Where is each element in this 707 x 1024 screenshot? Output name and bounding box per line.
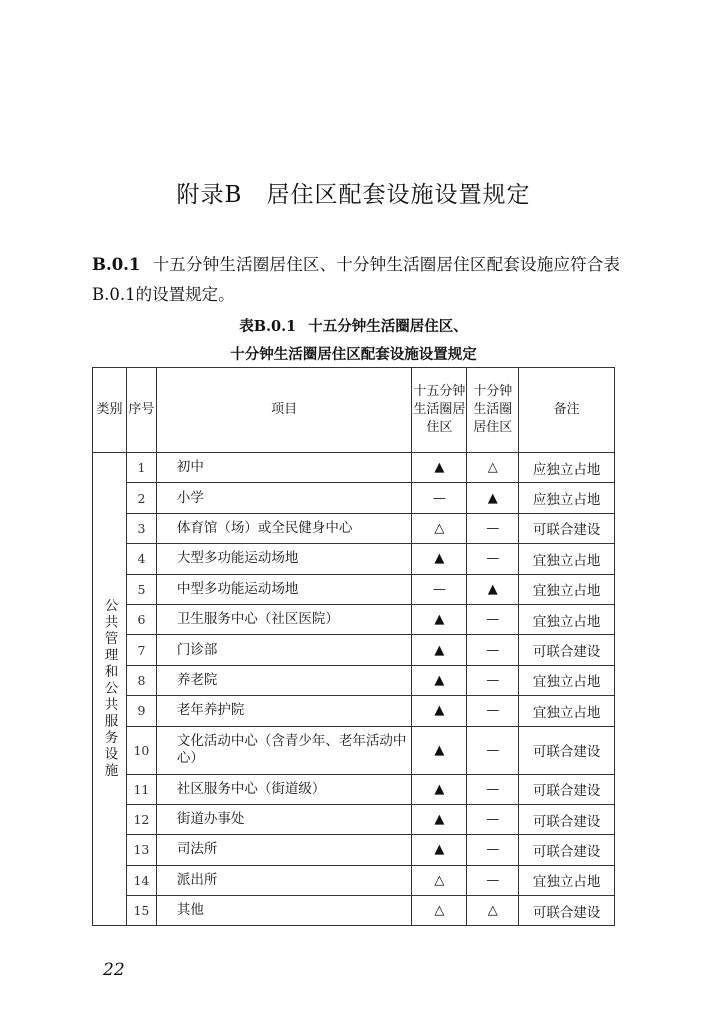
row-remark: 应独立占地 [519, 453, 615, 483]
row-remark: 可联合建设 [519, 513, 615, 543]
row-item: 小学 [156, 483, 411, 513]
clause-paragraph [92, 250, 620, 310]
row-item: 社区服务中心（街道级） [156, 774, 411, 804]
row-remark: 宜独立占地 [519, 665, 615, 695]
header-ten-min: 十分钟生活圈居住区 [467, 368, 519, 453]
header-fifteen-min: 十五分钟生活圈居住区 [412, 368, 467, 453]
table-row [93, 604, 615, 634]
row-mark-10min: — [467, 544, 519, 574]
table-row [93, 544, 615, 574]
row-mark-10min: △ [467, 896, 519, 926]
row-item: 门诊部 [156, 635, 411, 665]
row-remark: 可联合建设 [519, 804, 615, 834]
row-remark: 可联合建设 [519, 635, 615, 665]
row-item: 中型多功能运动场地 [156, 574, 411, 604]
row-remark: 应独立占地 [519, 483, 615, 513]
table-caption-line1 [0, 313, 707, 341]
row-item: 街道办事处 [156, 804, 411, 834]
row-mark-10min: — [467, 835, 519, 865]
row-index: 7 [126, 635, 156, 665]
table-caption-line2: 十分钟生活圈居住区配套设施设置规定 [230, 347, 477, 363]
header-item: 项目 [156, 368, 411, 453]
table-row [93, 774, 615, 804]
row-mark-15min: — [412, 483, 467, 513]
category-cell: 公共管理和公共服务设施 [93, 453, 127, 926]
row-index: 11 [126, 774, 156, 804]
row-index: 6 [126, 604, 156, 634]
row-remark: 可联合建设 [519, 774, 615, 804]
row-mark-15min: ▲ [412, 453, 467, 483]
page-number: 22 [103, 960, 125, 980]
table-caption [0, 313, 707, 369]
table-row [93, 453, 615, 483]
table-row [93, 513, 615, 543]
table-caption-number: 表B.0.1 [239, 318, 297, 335]
row-item: 体育馆（场）或全民健身中心 [156, 513, 411, 543]
row-index: 8 [126, 665, 156, 695]
row-mark-15min: ▲ [412, 635, 467, 665]
row-mark-10min: — [467, 604, 519, 634]
table-header-row [93, 368, 615, 453]
row-mark-15min: ▲ [412, 804, 467, 834]
row-remark: 可联合建设 [519, 726, 615, 774]
row-item: 文化活动中心（含青少年、老年活动中心） [156, 726, 411, 774]
row-mark-10min: — [467, 774, 519, 804]
row-mark-15min: △ [412, 865, 467, 895]
row-mark-10min: — [467, 513, 519, 543]
row-mark-10min: — [467, 635, 519, 665]
row-item: 老年养护院 [156, 696, 411, 726]
table-row [93, 726, 615, 774]
row-index: 4 [126, 544, 156, 574]
table-row [93, 665, 615, 695]
row-mark-10min: — [467, 726, 519, 774]
row-mark-15min: △ [412, 513, 467, 543]
row-remark: 可联合建设 [519, 896, 615, 926]
row-index: 14 [126, 865, 156, 895]
row-index: 2 [126, 483, 156, 513]
row-item: 卫生服务中心（社区医院） [156, 604, 411, 634]
row-mark-15min: ▲ [412, 544, 467, 574]
header-category: 类别 [93, 368, 127, 453]
row-mark-15min: △ [412, 896, 467, 926]
row-item: 初中 [156, 453, 411, 483]
row-remark: 宜独立占地 [519, 544, 615, 574]
table-row [93, 896, 615, 926]
table-row [93, 574, 615, 604]
row-index: 15 [126, 896, 156, 926]
row-item: 司法所 [156, 835, 411, 865]
table-row [93, 865, 615, 895]
row-item: 大型多功能运动场地 [156, 544, 411, 574]
row-mark-15min: ▲ [412, 835, 467, 865]
row-index: 3 [126, 513, 156, 543]
row-mark-15min: ▲ [412, 696, 467, 726]
clause-text: 十五分钟生活圈居住区、十分钟生活圈居住区配套设施应符合表B.0.1的设置规定。 [92, 255, 620, 304]
table-caption-text1: 十五分钟生活圈居住区、 [308, 319, 468, 335]
row-index: 9 [126, 696, 156, 726]
facilities-table [92, 367, 615, 926]
row-item: 其他 [156, 896, 411, 926]
row-mark-10min: — [467, 696, 519, 726]
row-mark-15min: ▲ [412, 726, 467, 774]
row-index: 12 [126, 804, 156, 834]
row-mark-10min: △ [467, 453, 519, 483]
header-remark: 备注 [519, 368, 615, 453]
row-remark: 可联合建设 [519, 835, 615, 865]
row-remark: 宜独立占地 [519, 696, 615, 726]
row-index: 5 [126, 574, 156, 604]
row-item: 派出所 [156, 865, 411, 895]
row-remark: 宜独立占地 [519, 865, 615, 895]
row-remark: 宜独立占地 [519, 574, 615, 604]
table-row [93, 635, 615, 665]
row-index: 13 [126, 835, 156, 865]
table-row [93, 835, 615, 865]
row-index: 1 [126, 453, 156, 483]
row-mark-10min: — [467, 804, 519, 834]
row-mark-10min: ▲ [467, 483, 519, 513]
row-index: 10 [126, 726, 156, 774]
table-row [93, 483, 615, 513]
row-mark-15min: ▲ [412, 665, 467, 695]
row-remark: 宜独立占地 [519, 604, 615, 634]
appendix-title: 附录B 居住区配套设施设置规定 [176, 182, 531, 208]
row-mark-15min: ▲ [412, 774, 467, 804]
row-item: 养老院 [156, 665, 411, 695]
row-mark-10min: — [467, 665, 519, 695]
table-row [93, 804, 615, 834]
clause-number: B.0.1 [92, 255, 141, 274]
table-row [93, 696, 615, 726]
row-mark-10min: — [467, 865, 519, 895]
row-mark-10min: ▲ [467, 574, 519, 604]
row-mark-15min: — [412, 574, 467, 604]
row-mark-15min: ▲ [412, 604, 467, 634]
header-index: 序号 [126, 368, 156, 453]
